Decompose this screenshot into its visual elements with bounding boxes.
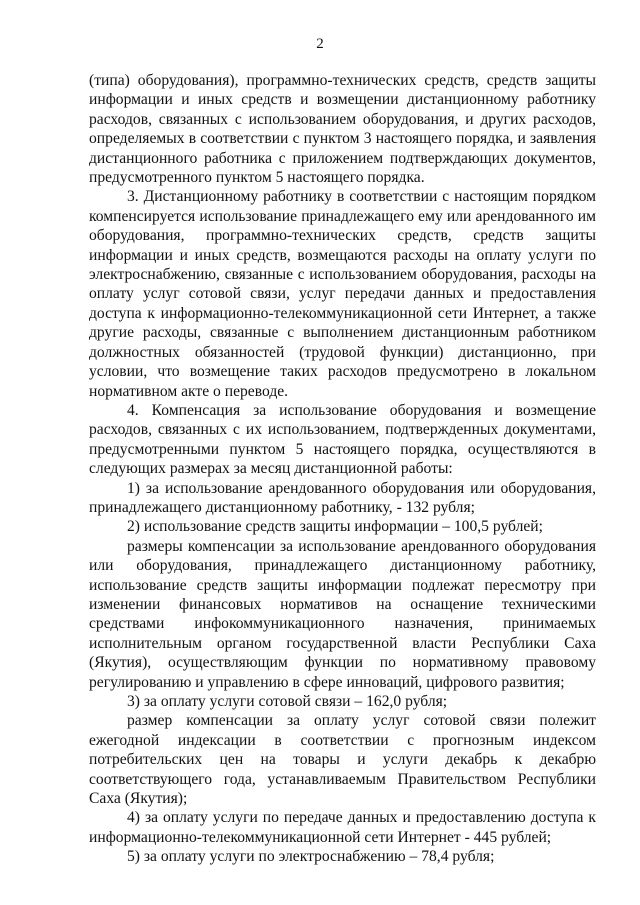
paragraph-clause-3: 3. Дистанционному работнику в соответствии с настоящим порядком компенсируется использование принадлежащего ему или арендованного им оборудования, программно-технических средств, средств защиты информации и иных средств, возмещаются расходы на оплату услуги по электроснабжению, связанные с использованием оборудования, расходы на оплату услуг сотовой связи, услуг передачи данных и предоставления доступа к информационно-телекоммуникационной сети Интернет, а также другие расходы, связанные с выполнением дистанционным работником должностных обязанностей (трудовой функции) дистанционно, при условии, что возмещение таких расходов предусмотрено в локальном нормативном акте о переводе. bbox=[89, 188, 596, 400]
paragraph-indexation: размер компенсации за оплату услуг сотовой связи полежит ежегодной индексации в соответствии с прогнозным индексом потребительских цен на товары и услуги декабрь к декабрю соответствующего года, устанавливаемым Правительством Республики Саха (Якутия); bbox=[89, 712, 596, 808]
paragraph-item-5: 5) за оплату услуги по электроснабжению – 78,4 рубля; bbox=[127, 848, 495, 866]
paragraph-continuation: (типа) оборудования), программно-технических средств, средств защиты информации и иных средств и возмещении дистанционному работнику расходов, связанных с использованием оборудования, и других расходов, определяемых в соответствии с пунктом 3 настоящего порядка, и заявления дистанционного работника с приложением подтверждающих документов, предусмотренного пунктом 5 настоящего порядка. bbox=[89, 72, 596, 187]
paragraph-item-2: 2) использование средств защиты информации – 100,5 рублей; bbox=[127, 518, 543, 536]
page-number: 2 bbox=[316, 36, 324, 52]
paragraph-item-3: 3) за оплату услуги сотовой связи – 162,0 рубля; bbox=[127, 693, 448, 710]
paragraph-item-1: 1) за использование арендованного оборудования или оборудования, принадлежащего дистанционному работнику, - 132 рубля; bbox=[89, 479, 596, 516]
paragraph-compensation-revision: размеры компенсации за использование арендованного оборудования или оборудования, принадлежащего дистанционному работнику, использование средств защиты информации подлежат пересмотру при изменении финансовых нормативов на оснащение техническими средствами инфокоммуникационного назначения, принимаемых исполнительным органом государственной власти Республики Саха (Якутия), осуществляющим функции по нормативному правовому регулированию и управлению в сфере инноваций, цифрового развития; bbox=[89, 537, 596, 691]
paragraph-item-4: 4) за оплату услуги по передаче данных и предоставлению доступа к информационно-телекоммуникационной сети Интернет - 445 рублей; bbox=[89, 809, 596, 846]
paragraph-clause-4: 4. Компенсация за использование оборудования и возмещение расходов, связанных с их использованием, подтвержденных документами, предусмотренными пунктом 5 настоящего порядка, осуществляются в следующих размерах за месяц дистанционной работы: bbox=[89, 401, 596, 478]
document-body bbox=[89, 71, 596, 867]
